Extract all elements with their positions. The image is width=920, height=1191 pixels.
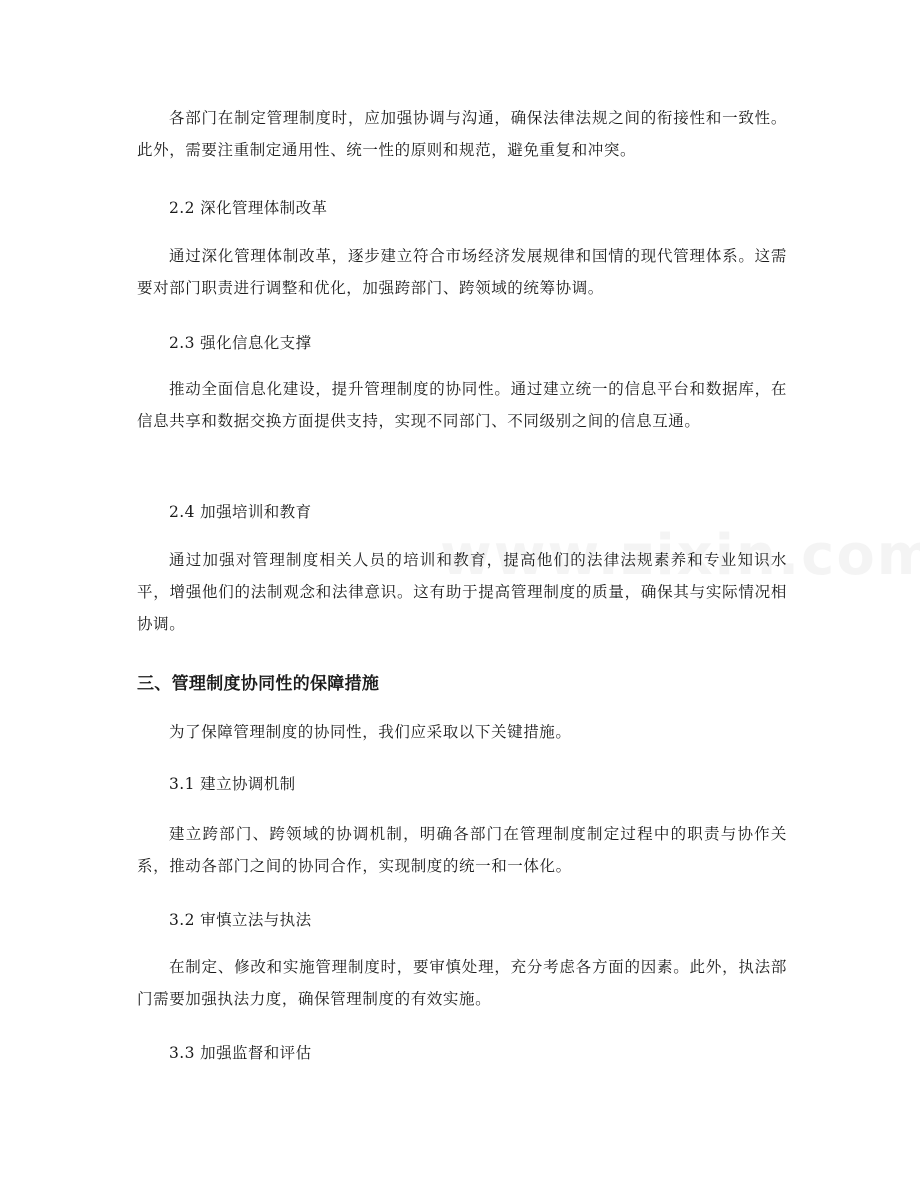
section-heading-3: 三、管理制度协同性的保障措施 bbox=[137, 674, 380, 694]
paragraph-coordination-mechanism: 建立跨部门、跨领域的协调机制，明确各部门在管理制度制定过程中的职责与协作关系，推动各部门之间的协同合作，实现制度的统一和一体化。 bbox=[137, 825, 787, 875]
subheading-2-4: 2.4 加强培训和教育 bbox=[169, 503, 312, 521]
paragraph-training: 通过加强对管理制度相关人员的培训和教育，提高他们的法律法规素养和专业知识水平，增强他们的法制观念和法律意识。这有助于提高管理制度的质量，确保其与实际情况相协调。 bbox=[137, 551, 787, 633]
paragraph-informatization: 推动全面信息化建设，提升管理制度的协同性。通过建立统一的信息平台和数据库，在信息共享和数据交换方面提供支持，实现不同部门、不同级别之间的信息互通。 bbox=[137, 380, 787, 430]
subheading-3-1: 3.1 建立协调机制 bbox=[169, 775, 296, 793]
subheading-3-3: 3.3 加强监督和评估 bbox=[169, 1044, 312, 1062]
paragraph-reform: 通过深化管理体制改革，逐步建立符合市场经济发展规律和国情的现代管理体系。这需要对部门职责进行调整和优化，加强跨部门、跨领域的统筹协调。 bbox=[137, 247, 787, 297]
paragraph-measures-intro: 为了保障管理制度的协同性，我们应采取以下关键措施。 bbox=[169, 723, 572, 741]
subheading-2-3: 2.3 强化信息化支撑 bbox=[169, 334, 312, 352]
paragraph-legislation: 在制定、修改和实施管理制度时，要审慎处理，充分考虑各方面的因素。此外，执法部门需要加强执法力度，确保管理制度的有效实施。 bbox=[137, 958, 787, 1008]
subheading-2-2: 2.2 深化管理体制改革 bbox=[169, 199, 328, 217]
paragraph-coordination: 各部门在制定管理制度时，应加强协调与沟通，确保法律法规之间的衔接性和一致性。此外，需要注重制定通用性、统一性的原则和规范，避免重复和冲突。 bbox=[137, 109, 787, 159]
subheading-3-2: 3.2 审慎立法与执法 bbox=[169, 911, 312, 929]
